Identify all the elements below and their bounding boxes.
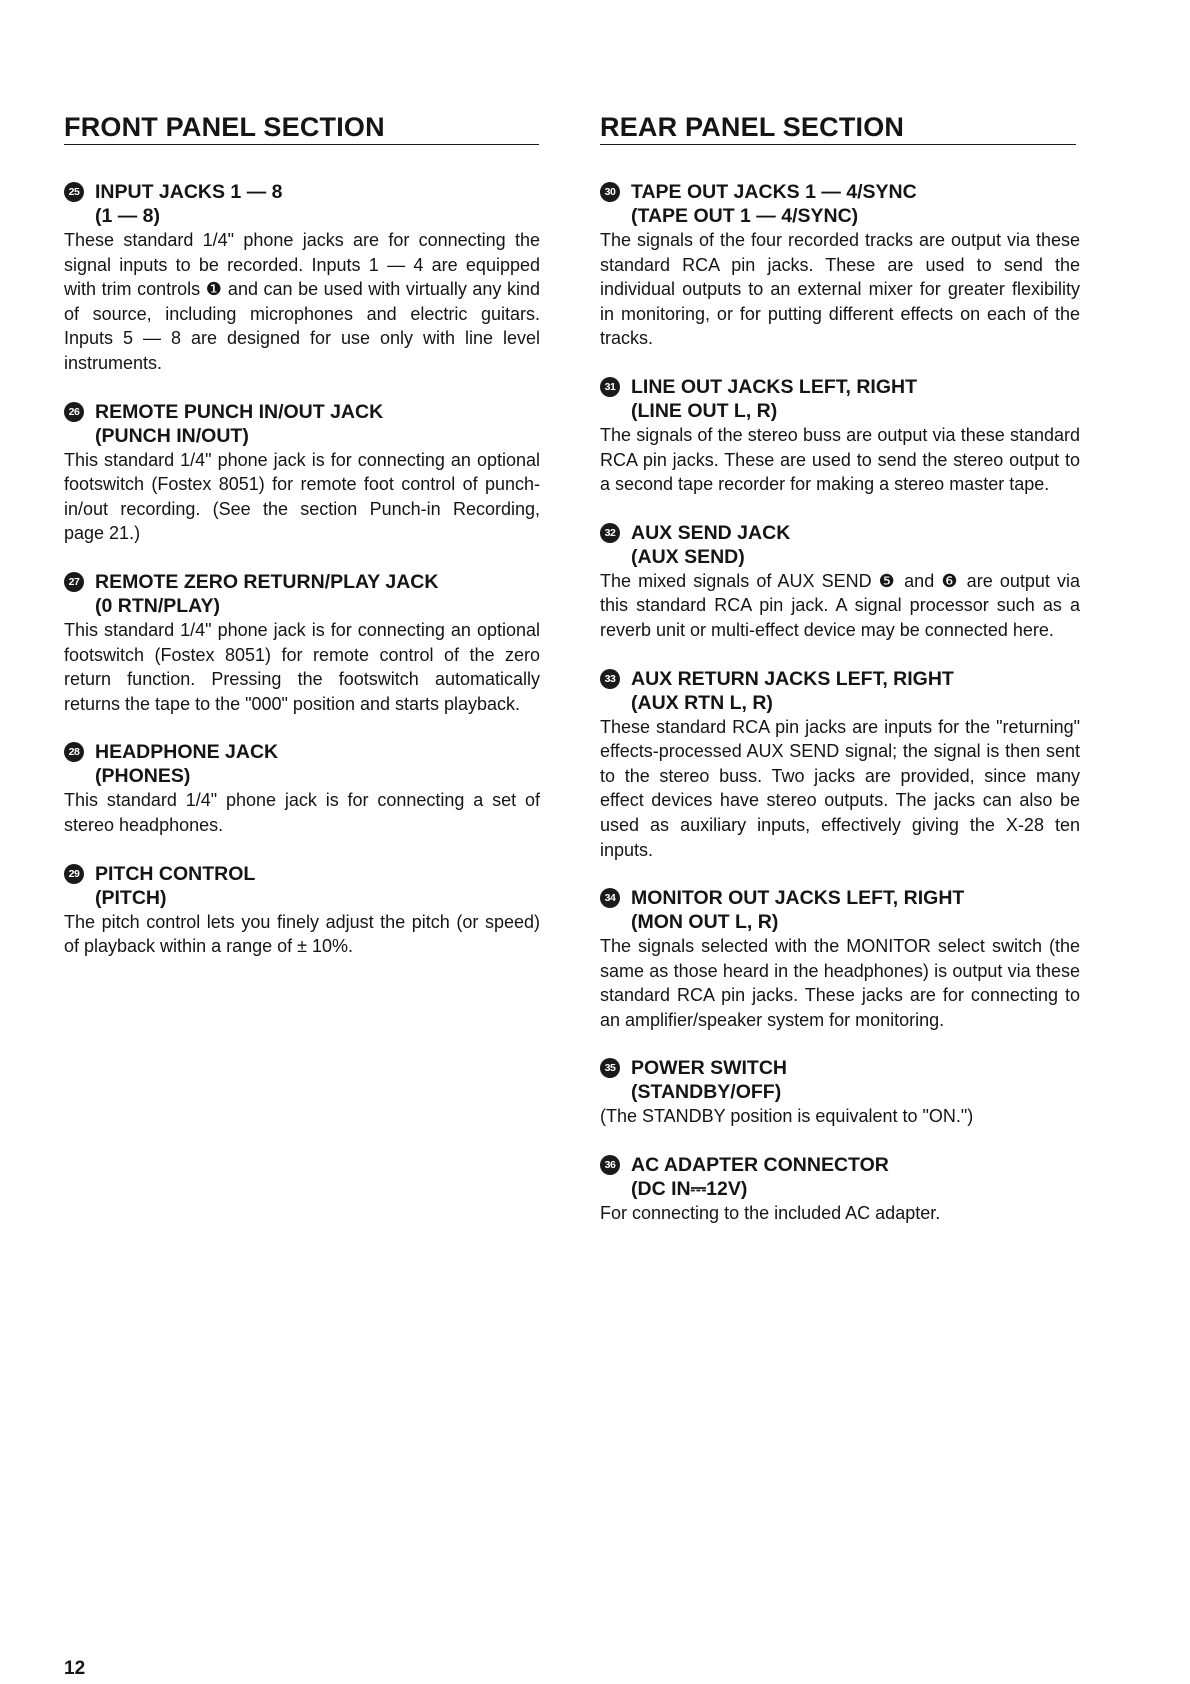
rear-item xyxy=(600,1056,1080,1129)
rear-item xyxy=(600,886,1080,1032)
item-subtitle: (LINE OUT L, R) xyxy=(631,399,778,422)
item-title: HEADPHONE JACK xyxy=(95,741,279,764)
item-number-badge: 28 xyxy=(64,742,84,762)
rear-item xyxy=(600,521,1080,643)
item-title: REMOTE ZERO RETURN/PLAY JACK xyxy=(95,570,439,593)
item-description: The pitch control lets you finely adjust the pitch (or speed) of playback within a range of ± 10%. xyxy=(64,911,540,957)
item-subtitle: (PITCH) xyxy=(95,886,167,909)
front-item xyxy=(64,862,540,959)
item-subtitle: (0 RTN/PLAY) xyxy=(95,594,220,617)
item-subtitle: (TAPE OUT 1 — 4/SYNC) xyxy=(631,205,859,227)
rear-panel-items xyxy=(600,180,1080,1250)
rear-item xyxy=(600,375,1080,497)
item-title: AC ADAPTER CONNECTOR xyxy=(631,1154,889,1177)
item-description: (The STANDBY position is equivalent to "ON.") xyxy=(600,1106,974,1127)
front-item xyxy=(64,740,540,837)
item-subtitle: (STANDBY/OFF) xyxy=(631,1081,782,1104)
front-item xyxy=(64,570,540,716)
item-description: This standard 1/4" phone jack is for connecting an optional footswitch (Fostex 8051) for remote foot control of punch-in/out recording. (See the section Punch-in Recording, page 21.) xyxy=(64,449,540,544)
front-item xyxy=(64,400,540,546)
item-title: INPUT JACKS 1 — 8 xyxy=(95,181,283,203)
item-subtitle: (DC IN⎓12V) xyxy=(631,1178,748,1201)
rear-item xyxy=(600,667,1080,863)
front-panel-items xyxy=(64,180,540,983)
item-number-badge: 27 xyxy=(64,572,84,592)
item-description: The signals of the four recorded tracks are output via these standard RCA pin jacks. These are used to send the individual outputs to an external mixer for greater flexibility in monitoring, or for putting different effects on each of the tracks. xyxy=(600,230,1080,349)
rear-item xyxy=(600,180,1080,351)
rear-panel-heading: REAR PANEL SECTION xyxy=(600,112,1076,145)
item-description: This standard 1/4" phone jack is for connecting a set of stereo headphones. xyxy=(64,790,540,835)
item-title: TAPE OUT JACKS 1 — 4/SYNC xyxy=(631,181,917,203)
item-subtitle: (AUX RTN L, R) xyxy=(631,691,773,714)
item-number-badge: 34 xyxy=(600,888,620,908)
item-subtitle: (PHONES) xyxy=(95,765,191,788)
item-description: This standard 1/4" phone jack is for connecting an optional footswitch (Fostex 8051) for remote control of the zero return function. Pressing the footswitch automatically returns the tape to the "000" position and starts playback. xyxy=(64,619,540,714)
item-title: REMOTE PUNCH IN/OUT JACK xyxy=(95,400,384,423)
rear-item xyxy=(600,1153,1080,1226)
item-title: MONITOR OUT JACKS LEFT, RIGHT xyxy=(631,887,965,910)
item-description: For connecting to the included AC adapter. xyxy=(600,1203,941,1224)
item-subtitle: (AUX SEND) xyxy=(631,545,745,568)
item-number-badge: 35 xyxy=(600,1058,620,1078)
front-item xyxy=(64,180,540,376)
item-description: The signals selected with the MONITOR select switch (the same as those heard in the headphones) is output via these standard RCA pin jacks. These jacks are for connecting to an amplifier/speaker system for monitoring. xyxy=(600,936,1080,1030)
item-title: POWER SWITCH xyxy=(631,1057,787,1080)
item-number-badge: 26 xyxy=(64,402,84,422)
item-number-badge: 33 xyxy=(600,669,620,689)
item-description: The mixed signals of AUX SEND ❺ and ❻ are output via this standard RCA pin jack. A signal processor such as a reverb unit or multi-effect device may be connected here. xyxy=(600,570,1080,640)
item-title: AUX RETURN JACKS LEFT, RIGHT xyxy=(631,667,954,690)
item-number-badge: 32 xyxy=(600,523,620,543)
item-subtitle: (PUNCH IN/OUT) xyxy=(95,424,249,447)
item-number-badge: 29 xyxy=(64,864,84,884)
item-number-badge: 25 xyxy=(64,182,84,202)
item-title: AUX SEND JACK xyxy=(631,521,791,544)
item-description: These standard 1/4" phone jacks are for connecting the signal inputs to be recorded. Inputs 1 — 4 are equipped with trim controls ❶ and can be used with virtually any kind of source, including microphones and electric guitars. Inputs 5 — 8 are designed for use only with line level instruments. xyxy=(64,230,540,373)
item-title: PITCH CONTROL xyxy=(95,862,256,885)
item-subtitle: (1 — 8) xyxy=(95,205,161,227)
item-number-badge: 36 xyxy=(600,1155,620,1175)
front-panel-heading: FRONT PANEL SECTION xyxy=(64,112,539,145)
item-description: The signals of the stereo buss are output via these standard RCA pin jacks. These are used to send the stereo output to a second tape recorder for making a stereo master tape. xyxy=(600,424,1080,495)
item-number-badge: 30 xyxy=(600,182,620,202)
page-number: 12 xyxy=(64,1658,86,1679)
item-subtitle: (MON OUT L, R) xyxy=(631,911,779,934)
item-description: These standard RCA pin jacks are inputs for the "returning" effects-processed AUX SEND signal; the signal is then sent to the stereo buss. Two jacks are provided, since many effect devices have stereo outputs. The jacks can also be used as auxiliary inputs, effectively giving the X-28 ten inputs. xyxy=(600,716,1080,860)
item-title: LINE OUT JACKS LEFT, RIGHT xyxy=(631,375,918,398)
item-number-badge: 31 xyxy=(600,377,620,397)
